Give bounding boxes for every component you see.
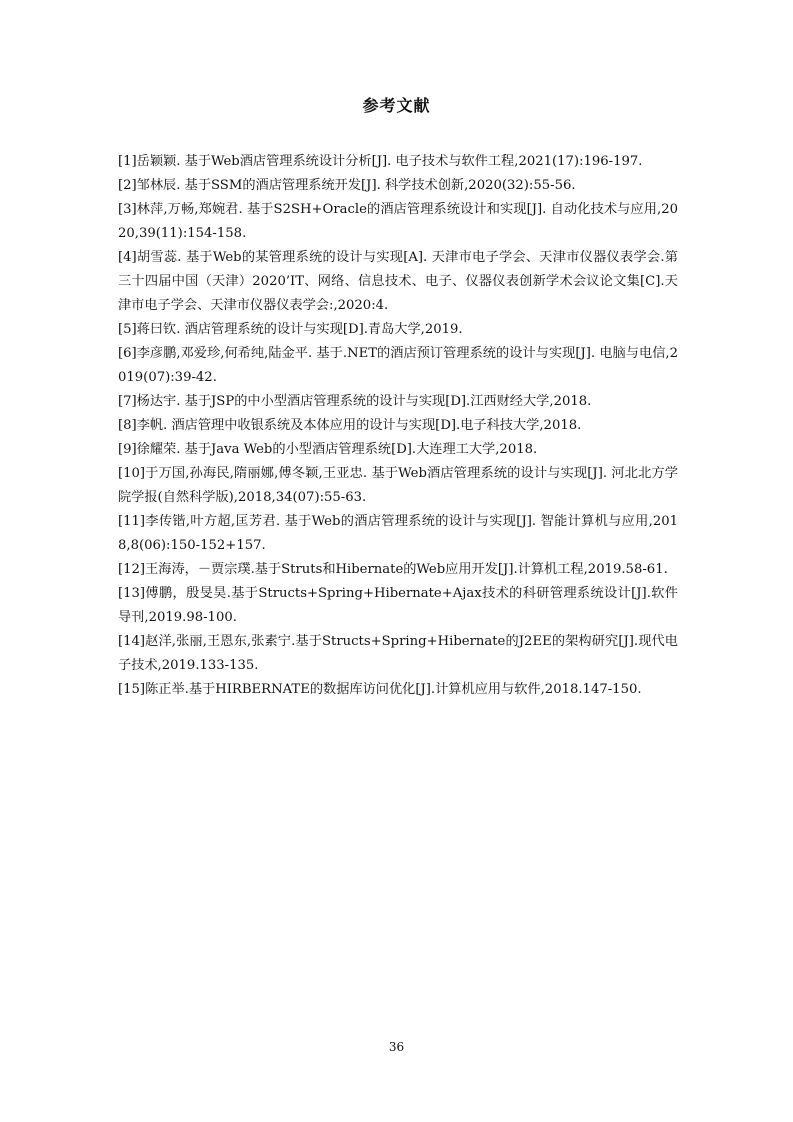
reference-item: [6]李彦鹏,邓爱珍,何希纯,陆金平. 基于.NET的酒店预订管理系统的设计与实现[J]. 电脑与电信,2019(07):39-42.: [118, 346, 678, 385]
reference-item: [1]岳颖颖. 基于Web酒店管理系统设计分析[J]. 电子技术与软件工程,2021(17):196-197.: [118, 154, 643, 169]
reference-item: [12]王海涛，－贾宗璞.基于Struts和Hibernate的Web应用开发[J].计算机工程,2019.58-61.: [118, 562, 668, 577]
reference-item: [9]徐耀荣. 基于Java Web的小型酒店管理系统[D].大连理工大学,2018.: [118, 442, 538, 457]
reference-item: [15]陈正举.基于HIRBERNATE的数据库访问优化[J].计算机应用与软件,2018.147-150.: [118, 682, 642, 697]
reference-item: [5]蒋曰钦. 酒店管理系统的设计与实现[D].青岛大学,2019.: [118, 322, 463, 337]
reference-item: [11]李传锴,叶方超,匡芳君. 基于Web的酒店管理系统的设计与实现[J]. 智能计算机与应用,2018,8(06):150-152+157.: [118, 514, 678, 553]
reference-item: [10]于万国,孙海民,隋丽娜,傅冬颖,王亚忠. 基于Web酒店管理系统的设计与实现[J]. 河北北方学院学报(自然科学版),2018,34(07):55-63.: [118, 466, 678, 505]
reference-item: [8]李帆. 酒店管理中收银系统及本体应用的设计与实现[D].电子科技大学,2018.: [118, 418, 582, 433]
page-title: 参考文献: [362, 96, 431, 115]
reference-item: [14]赵洋,张丽,王恩东,张素宁.基于Structs+Spring+Hibernate的J2EE的架构研究[J].现代电子技术,2019.133-135.: [118, 634, 678, 673]
reference-item: [4]胡雪蕊. 基于Web的某管理系统的设计与实现[A]. 天津市电子学会、天津市仪器仪表学会.第三十四届中国（天津）2020’IT、网络、信息技术、电子、仪器仪表创新学术会议论文集[C].天津市电子学会、天津市仪器仪表学会:,2020:4.: [118, 250, 678, 313]
reference-item: [2]邹林辰. 基于SSM的酒店管理系统开发[J]. 科学技术创新,2020(32):55-56.: [118, 178, 576, 193]
reference-item: [13]傅鹏，殷旻昊.基于Structs+Spring+Hibernate+Ajax技术的科研管理系统设计[J].软件导刊,2019.98-100.: [118, 586, 678, 625]
reference-item: [3]林萍,万畅,郑婉君. 基于S2SH+Oracle的酒店管理系统设计和实现[J]. 自动化技术与应用,2020,39(11):154-158.: [118, 202, 678, 241]
reference-item: [7]杨达宇. 基于JSP的中小型酒店管理系统的设计与实现[D].江西财经大学,2018.: [118, 394, 592, 409]
reference-list: [118, 150, 678, 702]
page-number: 36: [388, 1040, 405, 1054]
